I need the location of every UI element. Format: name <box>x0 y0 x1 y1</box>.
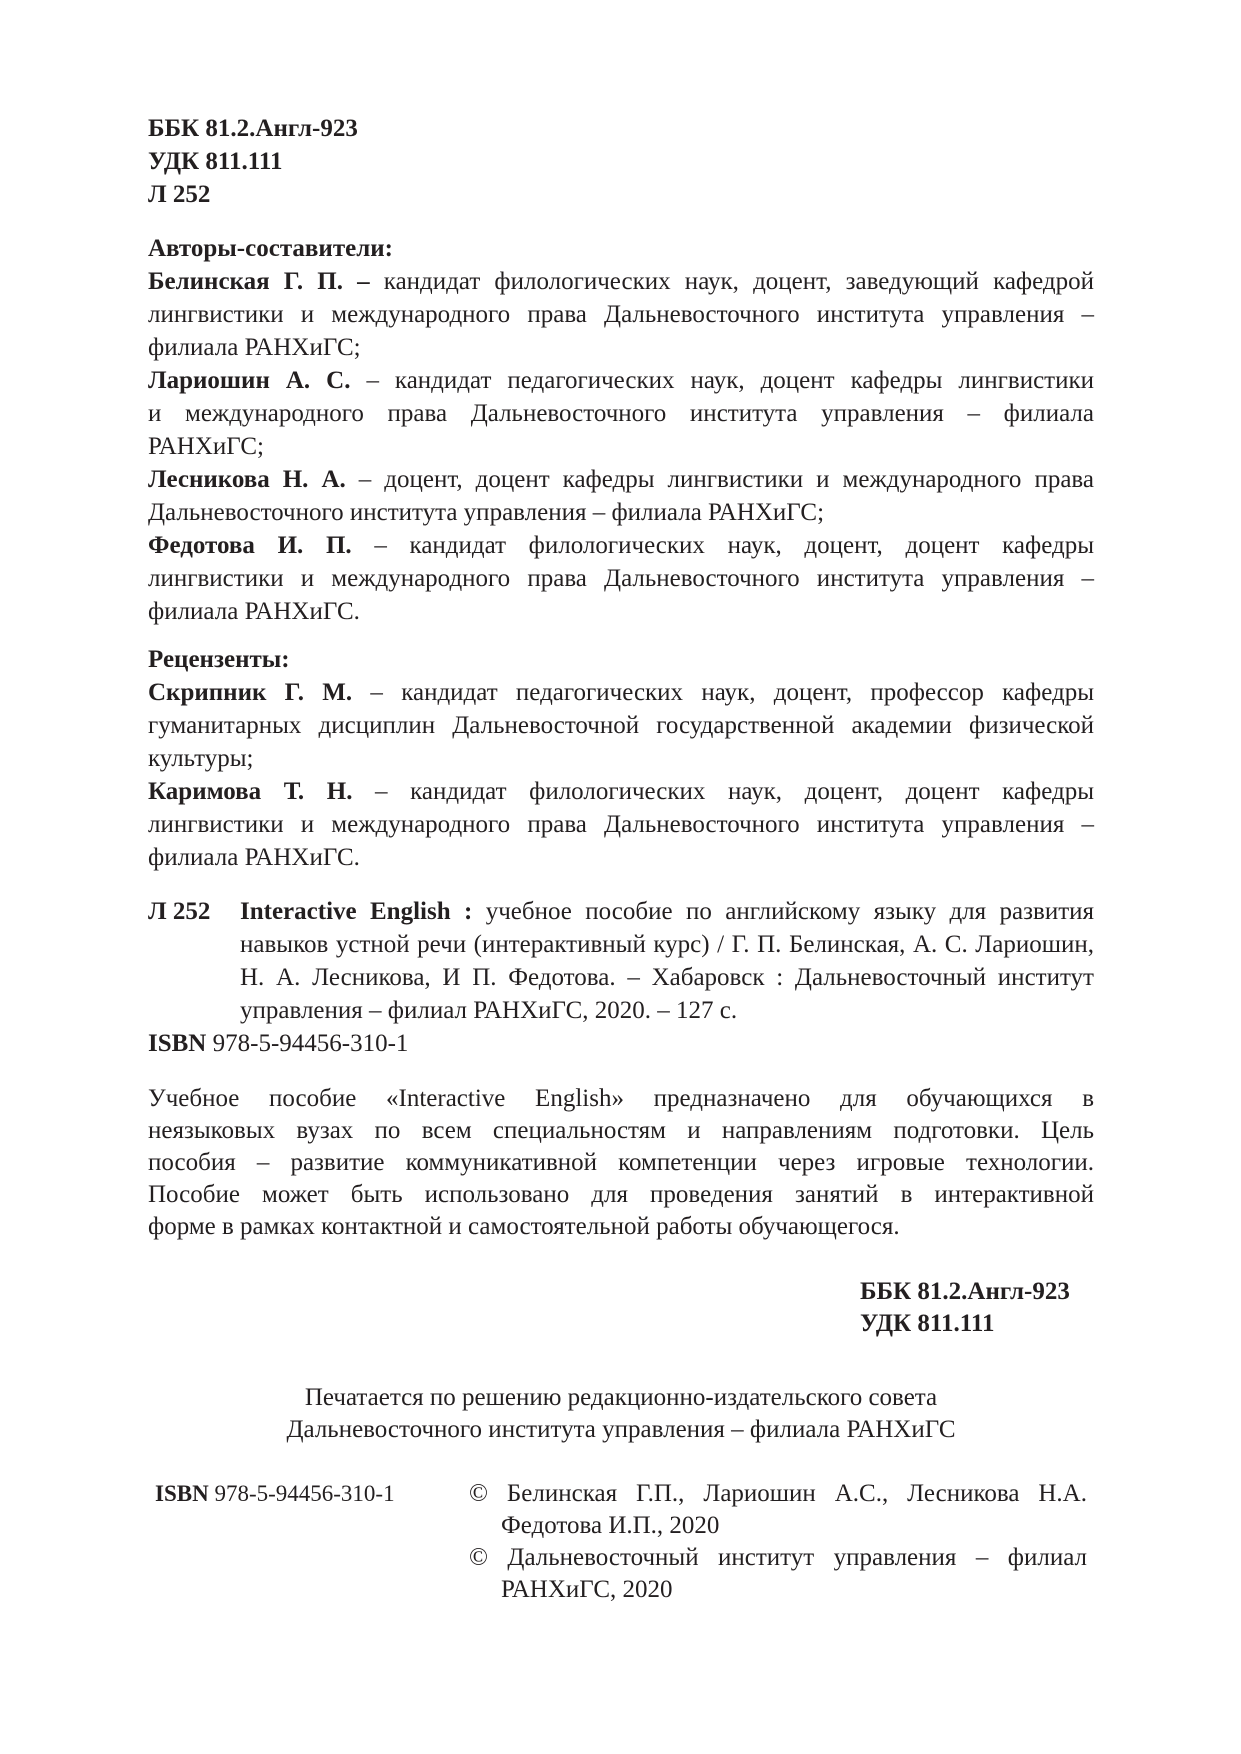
bbk-code-right: ББК 81.2.Англ-923 <box>860 1278 1070 1305</box>
annotation-line: Пособие может быть использовано для проведения занятий в интерактивной <box>148 1181 1094 1208</box>
classification-codes-right <box>860 1276 1070 1340</box>
reviewer-text-line: культуры; <box>148 745 254 772</box>
reviewers-section <box>148 643 1094 874</box>
bibliographic-record <box>148 895 1094 1060</box>
annotation-line: пособия – развитие коммуникативной компетенции через игровые технологии. <box>148 1149 1094 1176</box>
book-title: Interactive English : <box>240 898 473 925</box>
footer-isbn <box>155 1478 395 1510</box>
bibliographic-line: Н. А. Лесникова, И П. Федотова. – Хабаровск : Дальневосточный институт <box>240 964 1094 991</box>
author-mark: Л 252 <box>148 181 211 208</box>
annotation <box>148 1083 1094 1243</box>
reviewer-text-line: лингвистики и международного права Дальневосточного института управления – <box>148 811 1094 838</box>
author-text: – доцент, доцент кафедры лингвистики и международного права <box>345 466 1094 493</box>
author-entry <box>148 364 1094 397</box>
isbn-value: 978-5-94456-310-1 <box>206 1030 409 1057</box>
imprint-line: Печатается по решению редакционно-издательского совета <box>304 1384 938 1411</box>
author-text: кандидат филологических наук, доцент, заведующий кафедрой <box>369 268 1094 295</box>
annotation-line: неязыковых вузах по всем специальностям и направлениям подготовки. Цель <box>148 1117 1094 1144</box>
author-name: Лесникова Н. А. <box>148 466 346 493</box>
reviewer-text-line: гуманитарных дисциплин Дальневосточной государственной академии физической <box>148 712 1094 739</box>
copyright-line: РАНХиГС, 2020 <box>501 1576 673 1603</box>
bbk-code: ББК 81.2.Англ-923 <box>148 115 358 142</box>
reviewer-text: – кандидат педагогических наук, доцент, профессор кафедры <box>352 679 1094 706</box>
bibliographic-body <box>148 895 1094 1027</box>
annotation-line: Учебное пособие «Interactive English» предназначено для обучающихся в <box>148 1085 1094 1112</box>
bibliographic-line: навыков устной речи (интерактивный курс) / Г. П. Белинская, А. С. Лариошин, <box>240 931 1094 958</box>
authors-heading: Авторы-составители: <box>148 235 393 262</box>
imprint <box>148 1382 1094 1446</box>
bibliographic-line <box>240 895 1094 928</box>
isbn-line <box>148 1027 1094 1060</box>
author-entry <box>148 529 1094 562</box>
author-text-line: Дальневосточного института управления – филиала РАНХиГС; <box>148 499 825 526</box>
reviewer-entry <box>148 676 1094 709</box>
bibliographic-line: управления – филиал РАНХиГС, 2020. – 127 с. <box>240 997 738 1024</box>
authors-section <box>148 232 1094 628</box>
reviewer-entry <box>148 775 1094 808</box>
bibliographic-mark: Л 252 <box>148 898 211 925</box>
reviewer-text: – кандидат филологических наук, доцент, доцент кафедры <box>352 778 1094 805</box>
copyright-line: Федотова И.П., 2020 <box>501 1512 720 1539</box>
author-text-line: лингвистики и международного права Дальневосточного института управления – <box>148 565 1094 592</box>
reviewer-name: Скрипник Г. М. <box>148 679 353 706</box>
reviewer-name: Каримова Т. Н. <box>148 778 353 805</box>
footer-isbn-value: 978-5-94456-310-1 <box>208 1481 395 1506</box>
author-entry <box>148 265 1094 298</box>
footer-isbn-label: ISBN <box>155 1481 209 1506</box>
author-name: Белинская Г. П. – <box>148 268 370 295</box>
author-text-line: РАНХиГС; <box>148 433 264 460</box>
author-entry <box>148 463 1094 496</box>
reviewers-heading: Рецензенты: <box>148 646 290 673</box>
copyright-line: © Белинская Г.П., Лариошин А.С., Лесникова Н.А. <box>469 1480 1087 1507</box>
reviewer-text-line: филиала РАНХиГС. <box>148 844 360 871</box>
isbn-label: ISBN <box>148 1030 207 1057</box>
copyright <box>469 1478 1087 1606</box>
author-name: Лариошин А. С. <box>148 367 351 394</box>
classification-codes <box>148 112 1094 211</box>
author-text: – кандидат педагогических наук, доцент кафедры лингвистики <box>350 367 1094 394</box>
udk-code: УДК 811.111 <box>148 148 283 175</box>
bibliographic-text: учебное пособие по английскому языку для развития <box>472 898 1095 925</box>
author-text-line: филиала РАНХиГС; <box>148 334 361 361</box>
author-text-line: филиала РАНХиГС. <box>148 598 360 625</box>
imprint-line: Дальневосточного института управления – филиала РАНХиГС <box>286 1416 956 1443</box>
annotation-line: форме в рамках контактной и самостоятельной работы обучающегося. <box>148 1213 900 1240</box>
author-text-line: и международного права Дальневосточного института управления – филиала <box>148 400 1094 427</box>
author-name: Федотова И. П. <box>148 532 352 559</box>
author-text: – кандидат филологических наук, доцент, доцент кафедры <box>351 532 1095 559</box>
udk-code-right: УДК 811.111 <box>860 1310 995 1337</box>
copyright-line: © Дальневосточный институт управления – филиал <box>469 1544 1087 1571</box>
author-text-line: лингвистики и международного права Дальневосточного института управления – <box>148 301 1094 328</box>
